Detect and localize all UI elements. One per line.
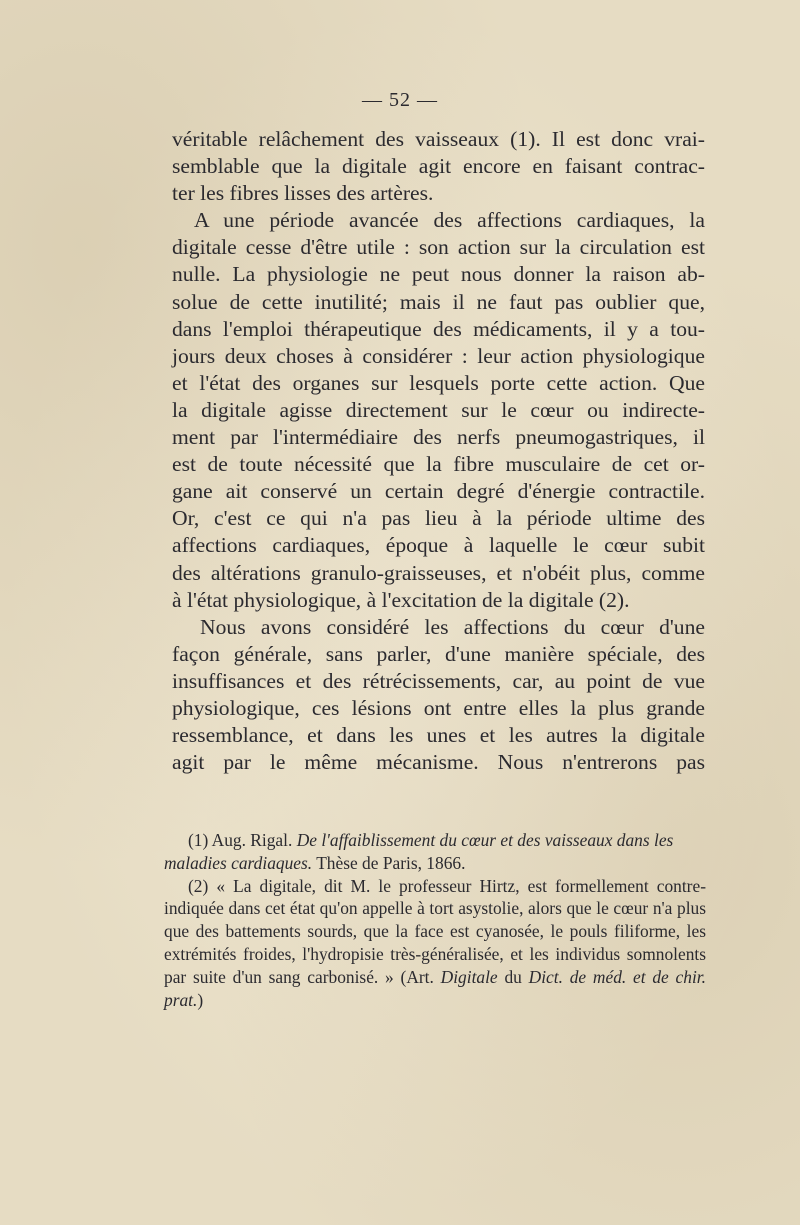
footnote-2-ref-title: Digitale <box>440 966 498 987</box>
text-line: jours deux choses à considérer : leur action physiologique <box>172 343 705 368</box>
text-line: physiologique, ces lésions ont entre elles la plus grande <box>172 695 705 720</box>
footnote-1-ref: (1) Aug. Rigal. <box>188 830 293 850</box>
text-line: la digitale agisse directement sur le cœur ou indirecte- <box>172 397 705 422</box>
text-line: insuffisances et des rétrécissements, car, au point de vue <box>172 668 705 693</box>
text-line: digitale cesse d'être utile : son action sur la circulation est <box>172 235 705 260</box>
footnote-2-ref-mid: du <box>504 966 522 987</box>
text-line: ter les fibres lisses des artères. <box>172 181 434 206</box>
text-line: agit par le même mécanisme. Nous n'entrerons pas <box>172 750 705 775</box>
text-line: est de toute nécessité que la fibre musculaire de cet or- <box>172 452 705 477</box>
text-line: Nous avons considéré les affections du cœur d'une <box>200 614 705 639</box>
text-line: nulle. La physiologie ne peut nous donner la raison ab- <box>172 262 705 287</box>
footnote-2-ref-source: Dict. de méd. et de chir. prat. <box>164 966 706 1010</box>
footnotes <box>164 829 706 1011</box>
text-line: solue de cette inutilité; mais il ne faut pas oublier que, <box>172 289 705 314</box>
text-line: ment par l'intermédiaire des nerfs pneumogastriques, il <box>172 425 705 450</box>
text-line: semblable que la digitale agit encore en faisant contrac- <box>172 154 705 179</box>
text-line: des altérations granulo-graisseuses, et n'obéit plus, comme <box>172 560 705 585</box>
text-line: dans l'emploi thérapeutique des médicaments, il y a tou- <box>172 316 705 341</box>
text-line: et l'état des organes sur lesquels porte cette action. Que <box>172 370 705 395</box>
text-line: à l'état physiologique, à l'excitation de la digitale (2). <box>172 587 630 612</box>
text-line: véritable relâchement des vaisseaux (1). Il est donc vrai- <box>172 127 705 151</box>
text-line: ressemblance, et dans les unes et les autres la digitale <box>172 723 705 748</box>
text-line: affections cardiaques, époque à laquelle le cœur subit <box>172 533 705 558</box>
page-number: — 52 — <box>362 89 438 111</box>
footnote-1 <box>164 829 706 875</box>
text-line: gane ait conservé un certain degré d'énergie contractile. <box>172 479 705 504</box>
footnote-1-rest: Thèse de Paris, 1866. <box>316 852 466 873</box>
text-line: façon générale, sans parler, d'une manière spéciale, des <box>172 641 705 666</box>
text-line: Or, c'est ce qui n'a pas lieu à la période ultime des <box>172 506 705 531</box>
footnote-2-ref-end: ) <box>197 989 204 1010</box>
text-line: A une période avancée des affections cardiaques, la <box>194 208 705 233</box>
footnote-2 <box>164 875 706 1012</box>
footnote-1-title: De l'affaiblissement du cœur et des vaisseaux dans les maladies cardiaques. <box>164 830 674 873</box>
body-text <box>172 126 705 776</box>
footnote-2-text: (2) « La digitale, dit M. le professeur Hirtz, est formellement contre-indiquée dans cet état qu'on appelle à tort asystolie, alors que le cœur n'a plus que des battements sourds, que la face est cyanosée, le pouls filiforme, les extrémités froides, l'hydropisie très-généralisée, et les individus somnolents par suite d'un sang carbonisé. » (Art. <box>164 875 706 987</box>
